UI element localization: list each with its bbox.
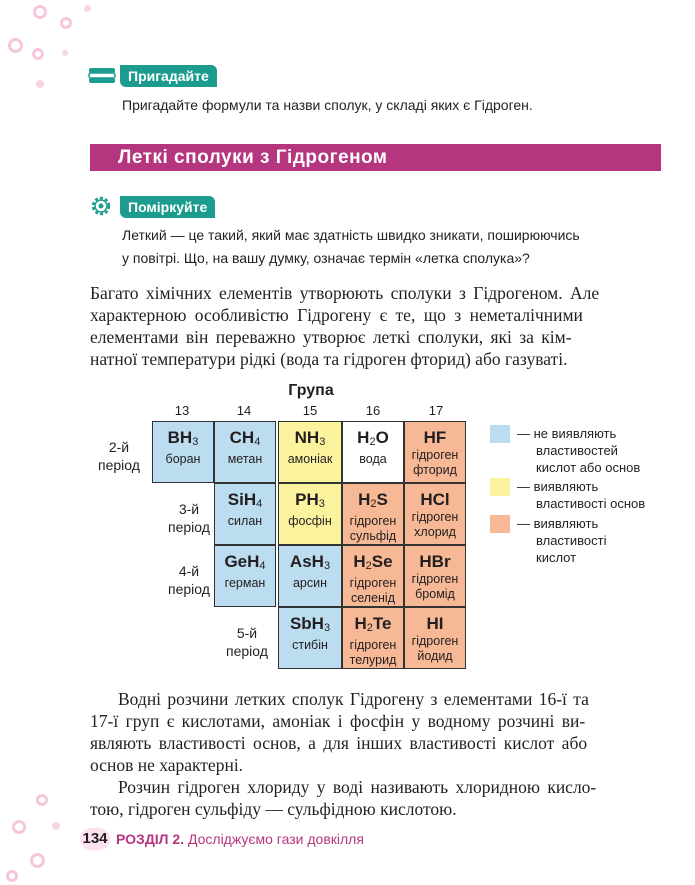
compound-cell: [342, 545, 404, 607]
period-num: 4-й: [178, 563, 200, 579]
period-label: [158, 562, 220, 598]
formula: HCl: [420, 490, 450, 509]
decor-dot: [36, 794, 48, 806]
page-number: 134: [80, 828, 110, 850]
decor-dot: [6, 870, 18, 882]
legend-text: — виявляють властивості кислот: [517, 516, 607, 565]
decor-dot: [52, 822, 60, 830]
formula: $H_2Te$: [354, 614, 392, 634]
formula: $NH_3$: [294, 428, 326, 448]
compound-name: гідроген: [411, 634, 459, 648]
text-line: елементами він переважно утворює леткі сполуки, які за кім-: [90, 327, 572, 347]
compound-cell: [278, 483, 342, 545]
think-line: Леткий — це такий, який має здатність швидко зникати, поширюючись: [122, 227, 580, 243]
formula: SiH$_4$: [227, 490, 263, 510]
compound-name: хлорид: [414, 525, 456, 539]
compound-cell: [278, 545, 342, 607]
formula: HF: [423, 428, 447, 447]
decor-dot: [62, 50, 68, 56]
compound-name: селенід: [350, 591, 395, 605]
period-word: період: [168, 581, 210, 597]
period-num: 2-й: [108, 439, 130, 455]
legend-swatch-blue: [490, 425, 510, 443]
group-number: 16: [365, 403, 381, 418]
group-number: 17: [428, 403, 444, 418]
compound-name: арсин: [292, 576, 328, 590]
compound-name: герман: [224, 576, 266, 590]
formula: HBr: [419, 552, 451, 571]
formula: AsH$_3$: [289, 552, 331, 572]
text-line: тою, гідроген сульфіду — сульфідною кислотою.: [90, 799, 457, 819]
compound-cell: [278, 421, 342, 483]
legend-swatch-yellow: [490, 478, 510, 496]
formula: SbH$_3$: [289, 614, 331, 634]
think-text: [122, 224, 580, 270]
group-number: 15: [302, 403, 318, 418]
compound-name: боран: [165, 452, 201, 466]
compound-name: силан: [227, 514, 263, 528]
book-icon: [88, 66, 116, 84]
legend-text: — виявляють властивості основ: [517, 479, 646, 511]
compound-name: гідроген: [411, 572, 459, 586]
decor-dot: [60, 17, 72, 29]
text-line: являють властивості основ, а для інших властивості кислот або: [90, 733, 588, 753]
compound-cell: [342, 483, 404, 545]
formula: $H_2S$: [358, 490, 388, 510]
period-label: [216, 624, 278, 660]
compound-cell: [342, 421, 404, 483]
period-word: період: [168, 519, 210, 535]
formula: $CH_4$: [229, 428, 261, 448]
compound-name: фторид: [413, 463, 457, 477]
text-line: натної температури рідкі (вода та гідроген фторид) або газуваті.: [90, 349, 568, 369]
formula: $BH_3$: [167, 428, 199, 448]
period-label: [88, 438, 150, 474]
compound-cell: [404, 545, 466, 607]
section-banner: [90, 144, 661, 171]
compound-cell: [214, 421, 276, 483]
formula: $H_2O$: [357, 428, 389, 448]
decor-dot: [12, 820, 26, 834]
compound-cell: [404, 483, 466, 545]
paragraph-acids: [90, 688, 661, 776]
compound-name: сульфід: [349, 529, 397, 543]
compound-cell: [278, 607, 342, 669]
compound-name: телурид: [349, 653, 397, 667]
legend-text: — не виявляють властивостей кислот або основ: [517, 426, 641, 475]
chapter-number: РОЗДІЛ 2.: [116, 831, 185, 847]
compound-name: фосфін: [288, 514, 332, 528]
compound-name: гідроген: [349, 638, 397, 652]
formula: HI: [426, 614, 444, 633]
compound-name: стибін: [292, 638, 328, 652]
formula: $H_2Se$: [353, 552, 393, 572]
formula: GeH$_4$: [224, 552, 266, 572]
remember-badge: Пригадайте: [120, 65, 217, 87]
remember-text: Пригадайте формули та назви сполук, у складі яких є Гідроген.: [122, 97, 533, 113]
compound-name: вода: [359, 452, 387, 466]
compound-name: гідроген: [349, 514, 397, 528]
compound-name: гідроген: [411, 510, 459, 524]
think-line: у повітрі. Що, на вашу думку, означає термін «летка сполука»?: [122, 250, 530, 266]
compound-cell: [214, 545, 276, 607]
group-number: 14: [236, 403, 252, 418]
compound-name: гідроген: [411, 448, 459, 462]
decor-dot: [8, 38, 23, 53]
period-word: період: [98, 457, 140, 473]
chapter-title: Досліджуємо гази довкілля: [187, 831, 364, 847]
compound-name: бромід: [415, 587, 455, 601]
compound-name: йодид: [417, 649, 453, 663]
period-num: 5-й: [236, 625, 258, 641]
decor-dot: [30, 853, 45, 868]
compound-cell: [342, 607, 404, 669]
text-line: характерною особливістю Гідрогену є те, що з неметалічними: [90, 305, 583, 325]
compound-name: амоніак: [287, 452, 333, 466]
period-num: 3-й: [178, 501, 200, 517]
paragraph-hcl: [90, 776, 661, 820]
think-badge: Поміркуйте: [120, 196, 215, 218]
formula: $PH_3$: [295, 490, 325, 510]
compound-cell: [152, 421, 214, 483]
text-line: Багато хімічних елементів утворюють сполуки з Гідрогеном. Але: [90, 283, 600, 303]
group-label: Група: [288, 382, 334, 399]
section-title: Леткі сполуки з Гідрогеном: [118, 147, 388, 168]
text-line: Розчин гідроген хлориду у воді називають хлоридною кисло-: [118, 777, 597, 797]
text-line: основ не характерні.: [90, 755, 244, 775]
group-number: 13: [174, 403, 190, 418]
decor-dot: [32, 48, 44, 60]
decor-dot: [36, 80, 44, 88]
decor-dot: [84, 5, 91, 12]
compound-name: гідроген: [349, 576, 397, 590]
compound-name: метан: [227, 452, 263, 466]
gear-icon: [88, 193, 114, 219]
paragraph-intro: [90, 282, 661, 370]
period-label: [158, 500, 220, 536]
decor-dot: [33, 5, 47, 19]
text-line: 17-ї груп є кислотами, амоніак і фосфін у водному розчині ви-: [90, 711, 586, 731]
legend-swatch-orange: [490, 515, 510, 533]
compound-cell: [404, 607, 466, 669]
text-line: Водні розчини летких сполук Гідрогену з елементами 16-ї та: [118, 689, 589, 709]
compound-cell: [404, 421, 466, 483]
compound-cell: [214, 483, 276, 545]
chapter-label: [116, 831, 364, 847]
period-word: період: [226, 643, 268, 659]
